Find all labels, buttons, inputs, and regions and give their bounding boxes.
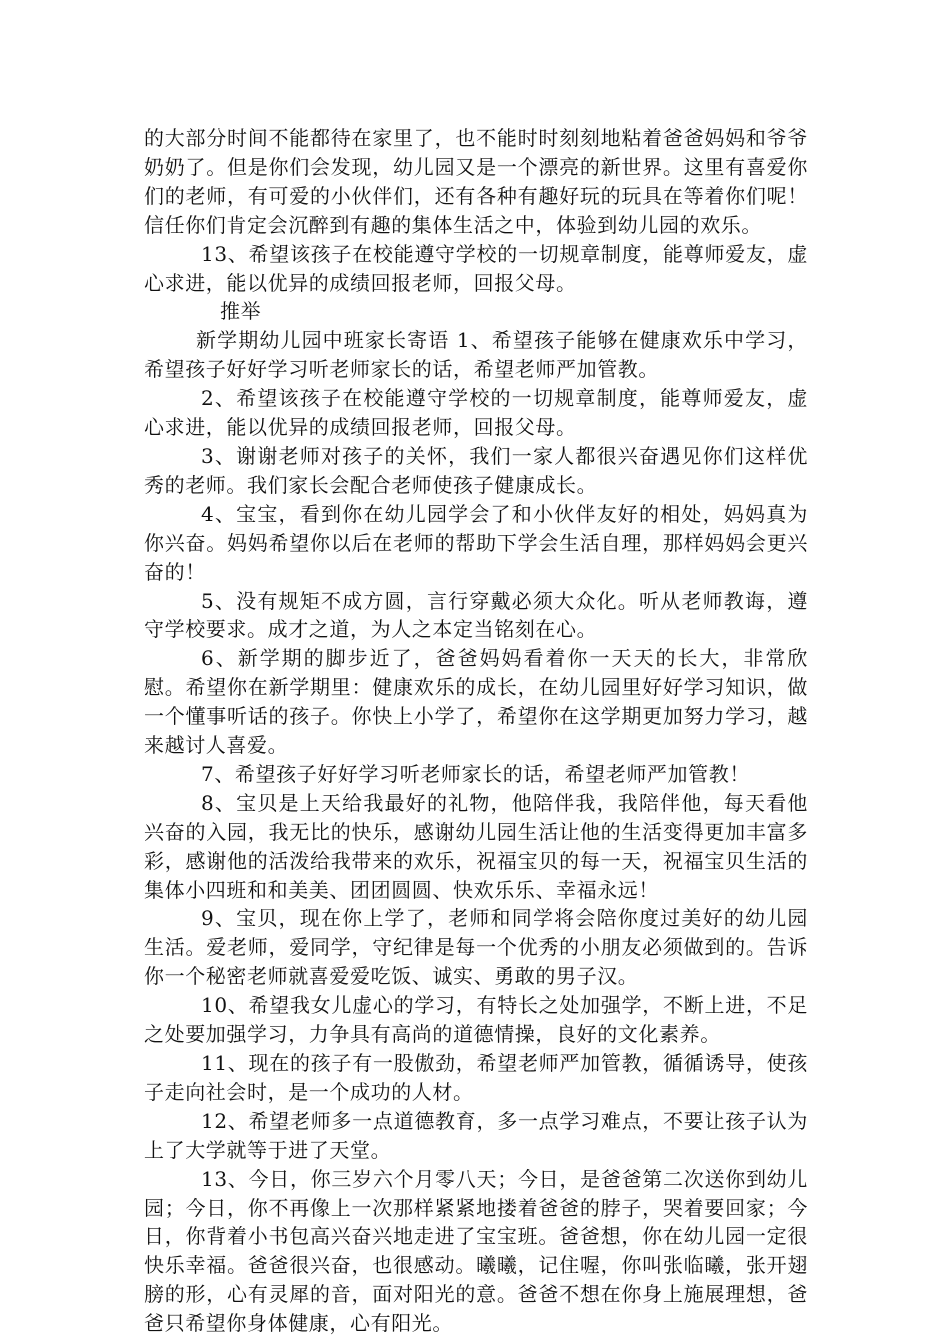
paragraph-11: 11、现在的孩子有一股傲劲，希望老师严加管教，循循诱导，使孩子走向社会时，是一个成功的人材。 (144, 1051, 808, 1104)
paragraph-7: 7、希望孩子好好学习听老师家长的话，希望老师严加管教！ (201, 761, 750, 786)
paragraph-8: 8、宝贝是上天给我最好的礼物，他陪伴我，我陪伴他，每天看他兴奋的入园，我无比的快乐，感谢幼儿园生活让他的生活变得更加丰富多彩，感谢他的活泼给我带来的欢乐，祝福宝贝的每一天，祝福宝贝生活的集体小四班和和美美、团团圆圆、快欢乐乐、幸福永远！ (144, 790, 808, 902)
paragraph-12: 12、希望老师多一点道德教育，多一点学习难点，不要让孩子认为上了大学就等于进了天堂。 (144, 1108, 808, 1162)
paragraph-9: 9、宝贝，现在你上学了，老师和同学将会陪你度过美好的幼儿园生活。爱老师，爱同学，守纪律是每一个优秀的小朋友必须做到的。告诉你一个秘密老师就喜爱爱吃饭、诚实、勇敢的男子汉。 (144, 906, 808, 989)
paragraph-3: 3、谢谢老师对孩子的关怀，我们一家人都很兴奋遇见你们这样优秀的老师。我们家长会配合老师使孩子健康成长。 (144, 443, 808, 497)
document-page (144, 124, 808, 1338)
paragraph-13-final: 13、今日，你三岁六个月零八天；今日，是爸爸第二次送你到幼儿园；今日，你不再像上一次那样紧紧地搂着爸爸的脖子，哭着要回家；今日，你背着小书包高兴奋兴地走进了宝宝班。爸爸想，你在幼儿园一定很快乐幸福。爸爸很兴奋，也很感动。曦曦，记住喔，你叫张临曦，张开翅膀的形，心有灵犀的音，面对阳光的意。爸爸不想在你身上施展理想，爸爸只希望你身体健康，心有阳光。 (144, 1166, 808, 1336)
paragraph-10: 10、希望我女儿虚心的学习，有特长之处加强学，不断上进，不足之处要加强学习，力争具有高尚的道德情操，良好的文化素养。 (144, 993, 808, 1047)
paragraph-5: 5、没有规矩不成方圆，言行穿戴必须大众化。听从老师教诲，遵守学校要求。成才之道，为人之本定当铭刻在心。 (144, 588, 808, 642)
paragraph-2: 2、希望该孩子在校能遵守学校的一切规章制度，能尊师爱友，虚心求进，能以优异的成绩回报老师，回报父母。 (144, 386, 808, 440)
recommend-heading: 推举 (220, 299, 262, 324)
section-intro-paragraph: 新学期幼儿园中班家长寄语 1、希望孩子能够在健康欢乐中学习，希望孩子好好学习听老师家长的话，希望老师严加管教。 (144, 328, 808, 382)
paragraph-continuation: 的大部分时间不能都待在家里了，也不能时时刻刻地粘着爸爸妈妈和爷爷奶奶了。但是你们会发现，幼儿园又是一个漂亮的新世界。这里有喜爱你们的老师，有可爱的小伙伴们，还有各种有趣好玩的玩具在等着你们呢！信任你们肯定会沉醉到有趣的集体生活之中，体验到幼儿园的欢乐。 (144, 126, 808, 237)
paragraph-6: 6、新学期的脚步近了，爸爸妈妈看着你一天天的长大，非常欣慰。希望你在新学期里：健康欢乐的成长，在幼儿园里好好学习知识，做一个懂事听话的孩子。你快上小学了，希望你在这学期更加努力学习，越来越讨人喜爱。 (144, 646, 808, 758)
paragraph-13-wish: 13、希望该孩子在校能遵守学校的一切规章制度，能尊师爱友，虚心求进，能以优异的成绩回报老师，回报父母。 (144, 241, 808, 295)
paragraph-4: 4、宝宝，看到你在幼儿园学会了和小伙伴友好的相处，妈妈真为你兴奋。妈妈希望你以后在老师的帮助下学会生活自理，那样妈妈会更兴奋的！ (144, 501, 808, 584)
